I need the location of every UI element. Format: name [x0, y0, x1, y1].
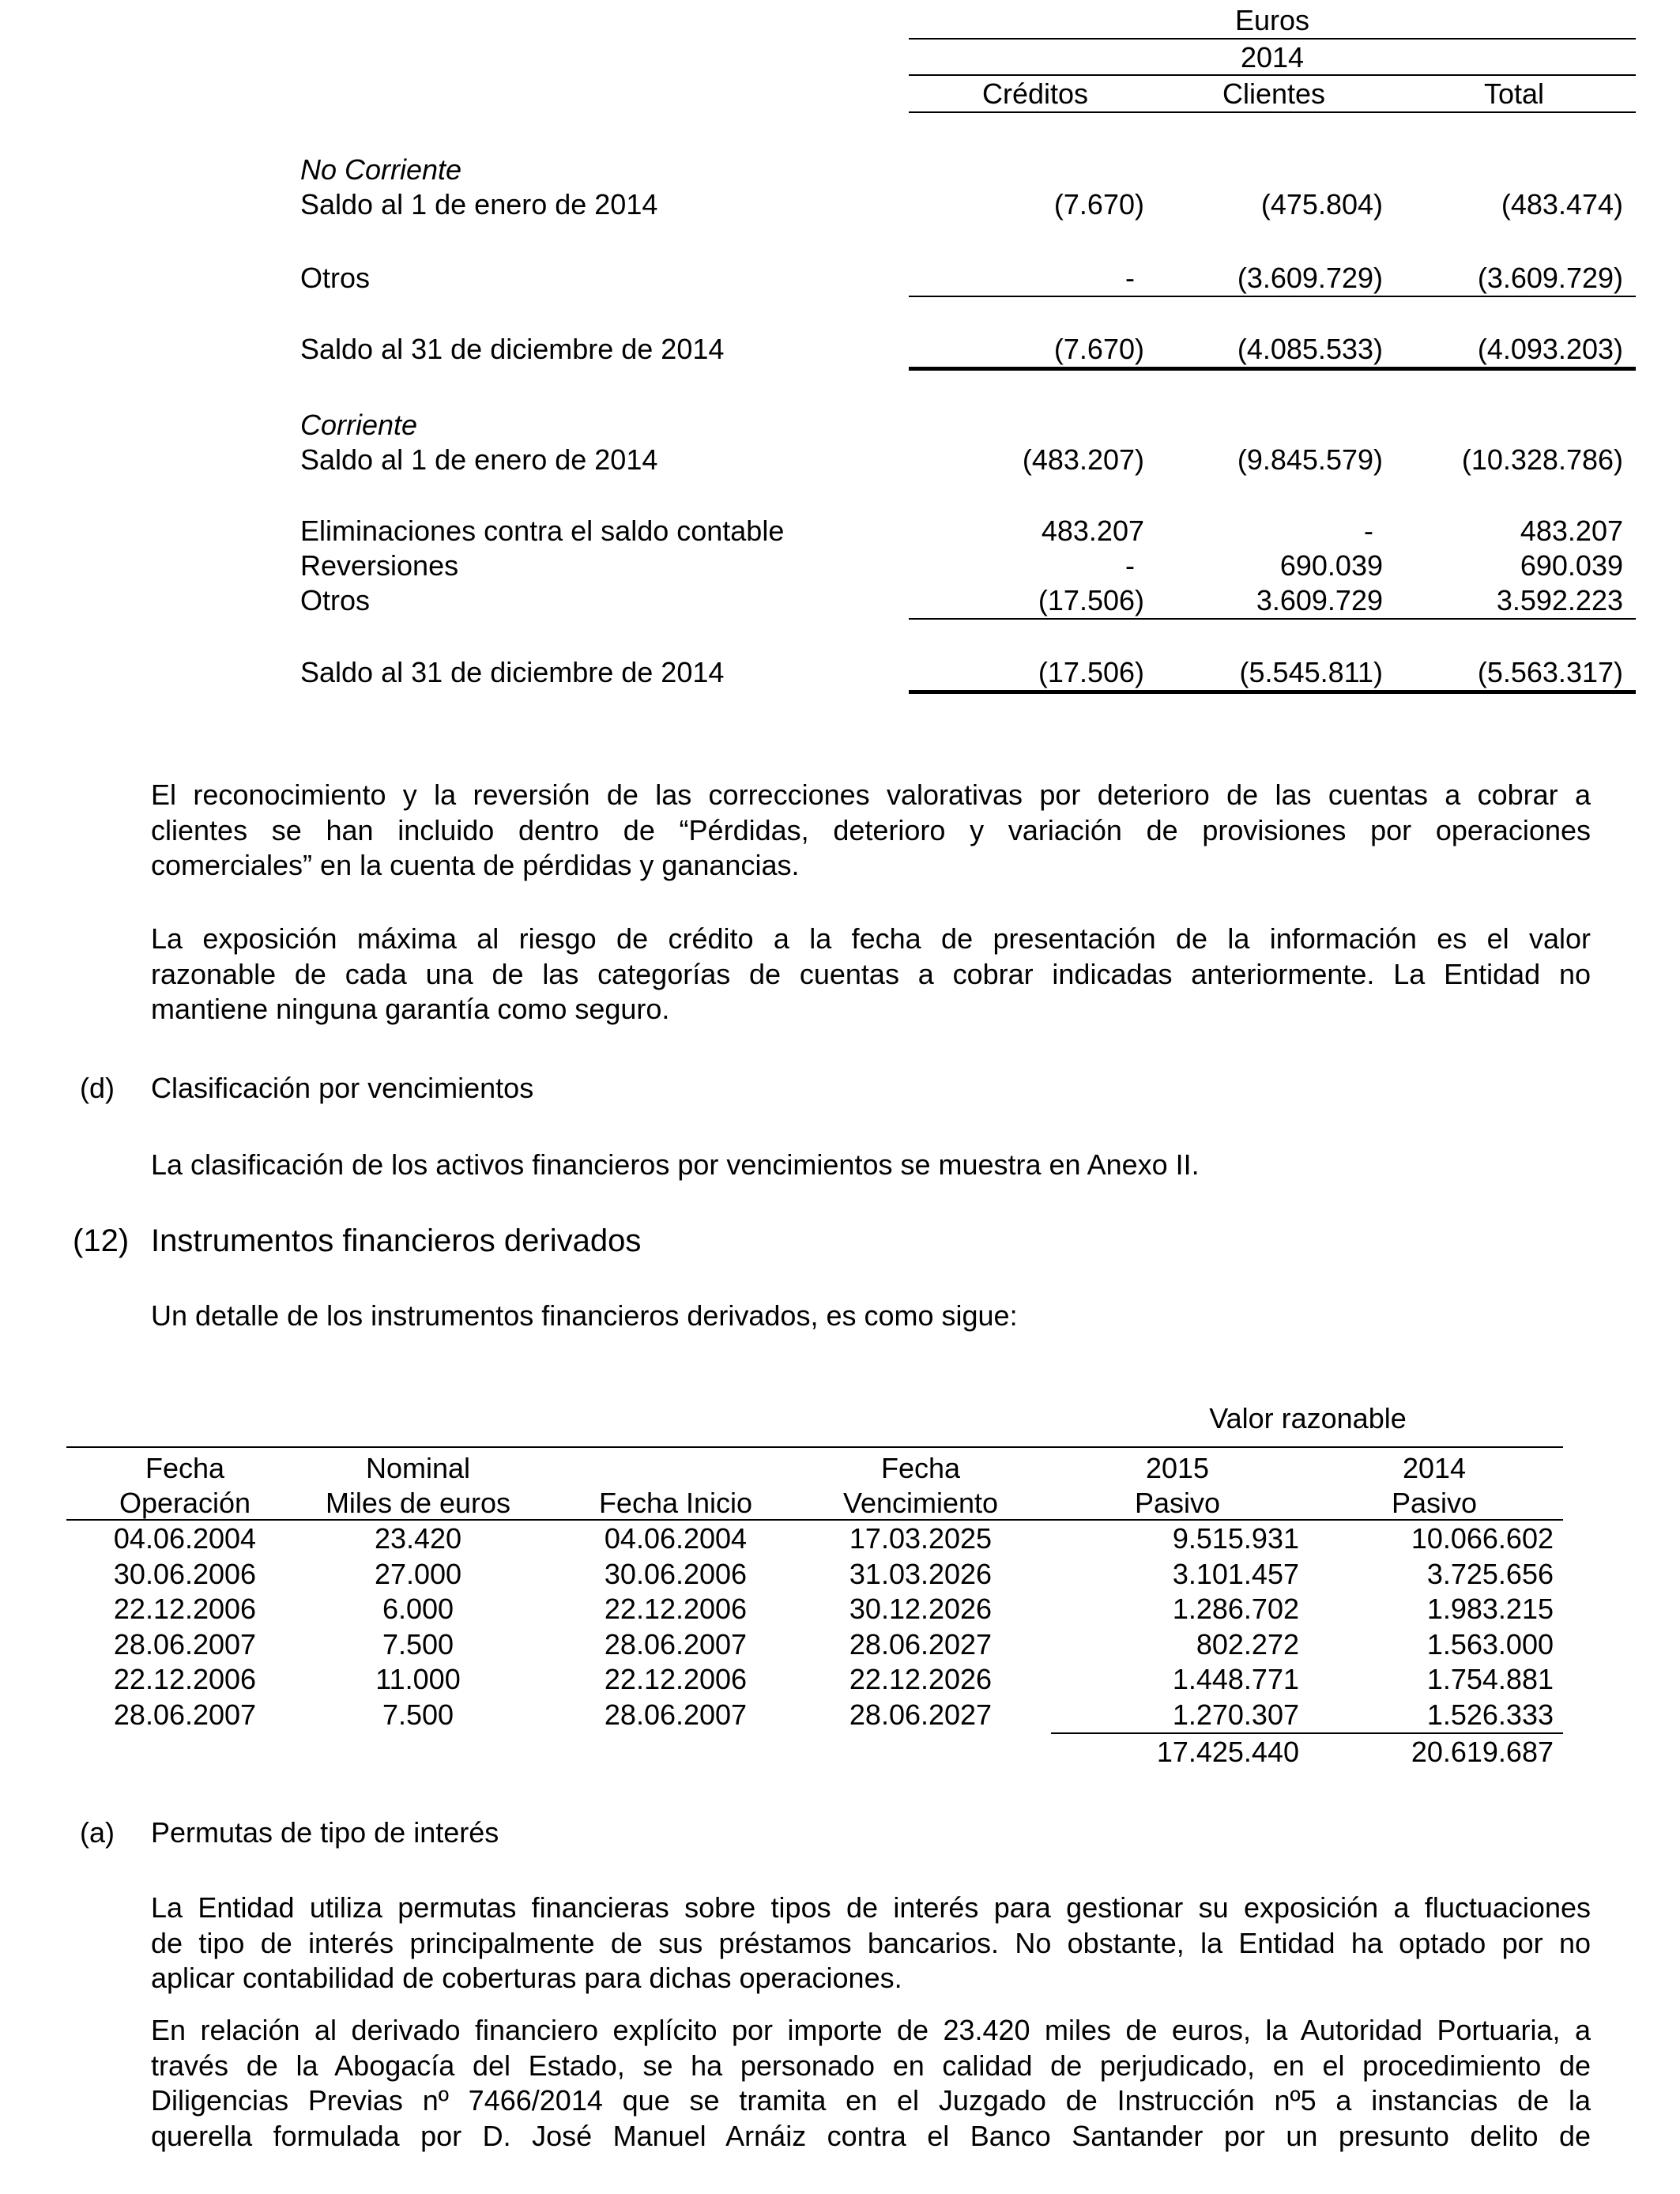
cell-fecha-operacion: 04.06.2004 — [113, 1522, 257, 1555]
cell-fecha-operacion: 22.12.2006 — [113, 1593, 257, 1625]
cell-creditos: (17.506) — [1038, 656, 1144, 688]
cell-total: (3.609.729) — [1477, 262, 1623, 294]
row-label: Saldo al 31 de diciembre de 2014 — [300, 333, 725, 365]
row-label: Saldo al 1 de enero de 2014 — [300, 443, 658, 476]
cell-fecha-operacion: 22.12.2006 — [113, 1663, 257, 1695]
row-label: Eliminaciones contra el saldo contable — [300, 515, 785, 547]
cell-fecha-inicio: 28.06.2007 — [604, 1698, 748, 1731]
cell-nominal: 27.000 — [374, 1557, 462, 1590]
section-d-text: La clasificación de los activos financieros por vencimientos se muestra en Anexo II. — [151, 1148, 1200, 1181]
cell-valor-2014: 1.754.881 — [1426, 1663, 1554, 1695]
cell-creditos: - — [1125, 262, 1135, 294]
paragraph-exposicion: La exposición máxima al riesgo de crédito a la fecha de presentación de la información es el valor razonable de cada una de las categorías de cuentas a cobrar indicadas anteriormente. La Entidad no mantiene ninguna garantía como seguro. — [151, 922, 1591, 1025]
cell-valor-2015: 9.515.931 — [1172, 1522, 1299, 1555]
cell-valor-2015: 1.286.702 — [1172, 1593, 1299, 1625]
table2-top-rule — [66, 1446, 1563, 1448]
row-label: Saldo al 1 de enero de 2014 — [300, 188, 658, 221]
total-rule — [909, 367, 1636, 371]
cell-clientes: (9.845.579) — [1237, 443, 1383, 476]
section-title-no-corriente: No Corriente — [300, 153, 462, 186]
paragraph-permutas: La Entidad utiliza permutas financieras sobre tipos de interés para gestionar su exposición a fluctuaciones de tipo de interés principalmente de sus préstamos bancarios. No obstante, la Entidad ha optado por no aplicar contabilidad de coberturas para dichas operaciones. — [151, 1891, 1591, 1994]
cell-nominal: 11.000 — [375, 1663, 461, 1695]
cell-clientes: (475.804) — [1260, 188, 1383, 221]
table2-total-rule — [1051, 1732, 1563, 1734]
table1-rule — [909, 38, 1636, 40]
cell-fecha-vencimiento: 31.03.2026 — [849, 1557, 993, 1590]
row-label: Reversiones — [300, 549, 459, 582]
cell-clientes: (3.609.729) — [1237, 262, 1383, 294]
section-title-corriente: Corriente — [300, 409, 418, 441]
cell-nominal: 6.000 — [382, 1593, 454, 1625]
col-header-2014-pasivo: 2014 Pasivo — [1391, 1452, 1478, 1519]
cell-clientes: 690.039 — [1279, 549, 1383, 582]
col-header-total: Total — [1483, 77, 1545, 110]
paragraph-correcciones: El reconocimiento y la reversión de las correcciones valorativas por deterioro de las cuentas a cobrar a clientes se han incluido dentro de “Pérdidas, deterioro y variación de provisiones por operaciones comerciales” en la cuenta de pérdidas y ganancias. — [151, 778, 1591, 881]
cell-total: 3.592.223 — [1496, 584, 1623, 616]
col-header-fecha-inicio: Fecha Inicio — [598, 1487, 753, 1519]
cell-total: (5.563.317) — [1477, 656, 1623, 688]
cell-total: (483.474) — [1501, 188, 1623, 221]
row-label: Otros — [300, 584, 371, 616]
cell-creditos: (17.506) — [1038, 584, 1144, 616]
cell-creditos: (7.670) — [1053, 188, 1144, 221]
cell-fecha-operacion: 28.06.2007 — [113, 1698, 257, 1731]
cell-valor-2014: 1.526.333 — [1426, 1698, 1554, 1731]
paragraph-derivado-explicito: En relación al derivado financiero explícito por importe de 23.420 miles de euros, la Autoridad Portuaria, a través de la Abogacía del Estado, se ha personado en calidad de perjudicado, en el procedimiento de Diligencias Previas nº 7466/2014 que se tramita en el Juzgado de Instrucción nº5 a instancias de la querella formulada por D. José Manuel Arnáiz contra el Banco Santander por un presunto delito de — [151, 2014, 1591, 2152]
cell-valor-2015: 1.448.771 — [1172, 1663, 1299, 1695]
cell-nominal: 7.500 — [382, 1627, 454, 1661]
cell-valor-2015: 802.272 — [1196, 1627, 1299, 1661]
cell-total: 483.207 — [1520, 515, 1623, 547]
cell-valor-2015: 3.101.457 — [1172, 1557, 1299, 1590]
cell-valor-2014: 3.725.656 — [1426, 1557, 1554, 1590]
cell-clientes: - — [1364, 515, 1373, 547]
section-12-marker: (12) — [73, 1223, 130, 1258]
cell-fecha-vencimiento: 30.12.2026 — [849, 1593, 993, 1625]
cell-fecha-inicio: 30.06.2006 — [604, 1557, 748, 1590]
subtotal-rule — [909, 618, 1636, 620]
cell-fecha-vencimiento: 17.03.2025 — [849, 1522, 993, 1555]
cell-total: 690.039 — [1520, 549, 1623, 582]
cell-fecha-inicio: 04.06.2004 — [604, 1522, 748, 1555]
table1-year-header: 2014 — [1240, 41, 1305, 74]
cell-fecha-inicio: 22.12.2006 — [604, 1593, 748, 1625]
cell-fecha-vencimiento: 22.12.2026 — [849, 1663, 993, 1695]
total-2014: 20.619.687 — [1411, 1736, 1554, 1768]
cell-creditos: 483.207 — [1041, 515, 1144, 547]
cell-fecha-inicio: 28.06.2007 — [604, 1627, 748, 1661]
cell-clientes: (4.085.533) — [1237, 333, 1383, 365]
table1-rule — [909, 111, 1636, 113]
row-label: Otros — [300, 262, 371, 294]
row-label: Saldo al 31 de diciembre de 2014 — [300, 656, 725, 688]
cell-valor-2014: 1.983.215 — [1426, 1593, 1554, 1625]
total-rule — [909, 690, 1636, 694]
cell-valor-2015: 1.270.307 — [1172, 1698, 1299, 1731]
subtotal-rule — [909, 296, 1636, 297]
col-header-clientes: Clientes — [1222, 77, 1326, 110]
section-d-marker: (d) — [80, 1072, 115, 1104]
cell-clientes: 3.609.729 — [1256, 584, 1383, 616]
cell-nominal: 23.420 — [374, 1522, 462, 1555]
section-12-title: Instrumentos financieros derivados — [151, 1223, 642, 1258]
table1-units-header: Euros — [1234, 4, 1310, 36]
cell-valor-2014: 10.066.602 — [1411, 1522, 1554, 1555]
cell-creditos: (7.670) — [1053, 333, 1144, 365]
cell-total: (10.328.786) — [1461, 443, 1623, 476]
cell-valor-2014: 1.563.000 — [1426, 1627, 1554, 1661]
cell-total: (4.093.203) — [1477, 333, 1623, 365]
col-header-2015-pasivo: 2015 Pasivo — [1134, 1452, 1221, 1519]
section-d-title: Clasificación por vencimientos — [151, 1072, 534, 1104]
section-a-title: Permutas de tipo de interés — [151, 1816, 499, 1849]
table2-header-rule — [66, 1519, 1563, 1521]
col-header-fecha-operacion: Fecha Operación — [119, 1452, 251, 1519]
group-header-valor-razonable: Valor razonable — [1209, 1402, 1407, 1434]
cell-nominal: 7.500 — [382, 1698, 454, 1731]
table1-rule — [909, 74, 1636, 76]
cell-clientes: (5.545.811) — [1239, 656, 1383, 688]
cell-fecha-inicio: 22.12.2006 — [604, 1663, 748, 1695]
cell-creditos: - — [1125, 549, 1135, 582]
section-a-marker: (a) — [80, 1816, 115, 1849]
cell-fecha-vencimiento: 28.06.2027 — [849, 1627, 993, 1661]
cell-fecha-vencimiento: 28.06.2027 — [849, 1698, 993, 1731]
section-12-intro: Un detalle de los instrumentos financieros derivados, es como sigue: — [151, 1299, 1018, 1332]
cell-fecha-operacion: 30.06.2006 — [113, 1557, 257, 1590]
total-2015: 17.425.440 — [1156, 1736, 1299, 1768]
col-header-creditos: Créditos — [981, 77, 1089, 110]
cell-fecha-operacion: 28.06.2007 — [113, 1627, 257, 1661]
col-header-fecha-vencimiento: Fecha Vencimiento — [842, 1452, 999, 1519]
cell-creditos: (483.207) — [1022, 443, 1144, 476]
col-header-nominal: Nominal Miles de euros — [325, 1452, 511, 1519]
